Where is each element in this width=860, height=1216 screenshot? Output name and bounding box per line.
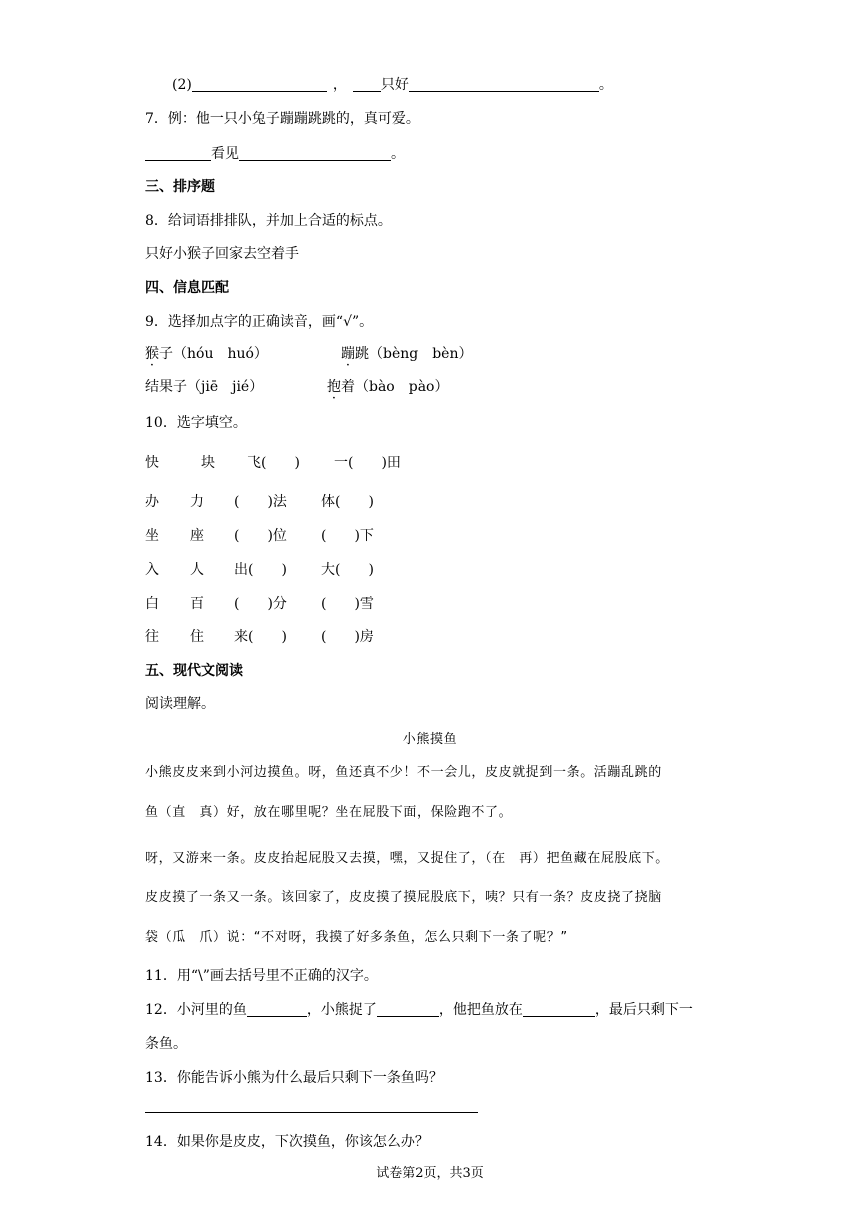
q8-words: 只好小猴子回家去空着手 — [145, 246, 299, 262]
q12-text-1: 12．小河里的鱼 — [145, 1002, 247, 1018]
q6-blank-2[interactable] — [353, 76, 381, 92]
q10-row3-a: 坐 — [145, 528, 159, 544]
q9-question: 9．选择加点字的正确读音，画“√”。 — [145, 314, 374, 330]
q10-question: 10．选字填空。 — [145, 415, 247, 431]
reading-p1-line2: 鱼（直 真）好，放在哪里呢？坐在屁股下面，保险跑不了。 — [145, 805, 513, 820]
q10-row4-c[interactable]: 出( ) — [234, 562, 287, 578]
reading-p1-line1: 小熊皮皮来到小河边摸鱼。呀，鱼还真不少！不一会儿，皮皮就捉到一条。活蹦乱跳的 — [145, 765, 662, 780]
q10-row4-d[interactable]: 大( ) — [321, 562, 374, 578]
q10-row2-b: 力 — [190, 494, 204, 510]
q12-line1 — [145, 999, 693, 1019]
q9-item3-text: 结果子（jiē jié） — [145, 379, 264, 395]
q9-item4-text: 着（bào pào） — [341, 379, 449, 395]
q10-row5-b: 百 — [190, 596, 204, 612]
q9-item-1 — [145, 343, 268, 363]
q6-end: 。 — [598, 77, 613, 93]
q7-blank-2[interactable] — [239, 145, 391, 161]
q6-blank-3[interactable] — [409, 76, 599, 92]
q6-prefix: (2) — [172, 77, 192, 93]
q12-blank-1[interactable] — [247, 1001, 307, 1017]
q10-row3-c[interactable]: ( )位 — [234, 528, 287, 544]
q10-row6-c[interactable]: 来( ) — [234, 629, 287, 645]
q13-question: 13．你能告诉小熊为什么最后只剩下一条鱼吗？ — [145, 1070, 443, 1086]
q6-blank-1[interactable] — [192, 76, 327, 92]
q6-comma: ， — [332, 77, 347, 93]
q9-item-2 — [341, 343, 473, 363]
page-footer: 试卷第2页，共3页 — [376, 1166, 484, 1181]
q14-question: 14．如果你是皮皮，下次摸鱼，你该怎么办？ — [145, 1134, 429, 1150]
q12-blank-3[interactable] — [523, 1001, 595, 1017]
reading-title: 小熊摸鱼 — [402, 732, 458, 747]
section3-title: 三、排序题 — [145, 179, 215, 195]
q12-blank-2[interactable] — [377, 1001, 439, 1017]
q10-row5-d[interactable]: ( )雪 — [321, 596, 374, 612]
q13-answer-line[interactable] — [145, 1112, 478, 1113]
q11-question: 11．用“\”画去括号里不正确的汉字。 — [145, 968, 378, 984]
q10-row5-c[interactable]: ( )分 — [234, 596, 287, 612]
section5-title: 五、现代文阅读 — [145, 663, 243, 679]
q10-row1-c[interactable]: 飞( ) — [247, 455, 300, 471]
q12-text-2: ，小熊捉了 — [306, 1002, 377, 1018]
q10-row1-d[interactable]: 一( )田 — [334, 455, 401, 471]
q9-item2-dotted: 蹦 — [341, 346, 355, 362]
q10-row6-b: 住 — [190, 629, 204, 645]
reading-p2-line2: 皮皮摸了一条又一条。该回家了，皮皮摸了摸屁股底下，咦？只有一条？皮皮挠了挠脑 — [145, 890, 662, 905]
q7-answer — [145, 143, 405, 163]
q10-row4-a: 入 — [145, 562, 159, 578]
q9-item1-dotted: 猴 — [145, 346, 159, 362]
q10-row3-b: 座 — [190, 528, 204, 544]
reading-p2-line1: 呀，又游来一条。皮皮抬起屁股又去摸，嘿，又捉住了，（在 再）把鱼藏在屁股底下。 — [145, 851, 669, 866]
q10-row2-c[interactable]: ( )法 — [234, 494, 287, 510]
q6-part2 — [172, 74, 613, 94]
q6-mid: 只好 — [380, 77, 409, 93]
q12-text-4: ，最后只剩下一 — [594, 1002, 693, 1018]
q10-row5-a: 白 — [145, 596, 159, 612]
q7-question: 7．例：他一只小兔子蹦蹦跳跳的，真可爱。 — [145, 111, 420, 127]
q10-row1-a: 快 — [145, 455, 159, 471]
q9-item2-text: 跳（bèng bèn） — [355, 346, 473, 362]
q7-blank-1[interactable] — [145, 145, 211, 161]
q10-row6-a: 往 — [145, 629, 159, 645]
reading-p2-line3: 袋（瓜 爪）说：“不对呀，我摸了好多条鱼，怎么只剩下一条了呢？” — [145, 930, 568, 945]
q9-item-4 — [327, 376, 448, 396]
q9-item4-dotted: 抱 — [327, 379, 341, 395]
section4-title: 四、信息匹配 — [145, 280, 229, 296]
q10-row2-a: 办 — [145, 494, 159, 510]
q10-row6-d[interactable]: ( )房 — [321, 629, 374, 645]
q12-line2: 条鱼。 — [145, 1036, 187, 1052]
q10-row2-d[interactable]: 体( ) — [321, 494, 374, 510]
q7-mid: 看见 — [211, 146, 239, 162]
reading-instruction: 阅读理解。 — [145, 696, 215, 712]
q10-row4-b: 人 — [190, 562, 204, 578]
q10-row1-b: 块 — [201, 455, 215, 471]
q10-row3-d[interactable]: ( )下 — [321, 528, 374, 544]
q7-end: 。 — [391, 146, 405, 162]
q8-question: 8．给词语排排队，并加上合适的标点。 — [145, 213, 392, 229]
q12-text-3: ，他把鱼放在 — [438, 1002, 523, 1018]
q9-item1-text: 子（hóu huó） — [159, 346, 268, 362]
q9-item-3 — [145, 376, 263, 396]
